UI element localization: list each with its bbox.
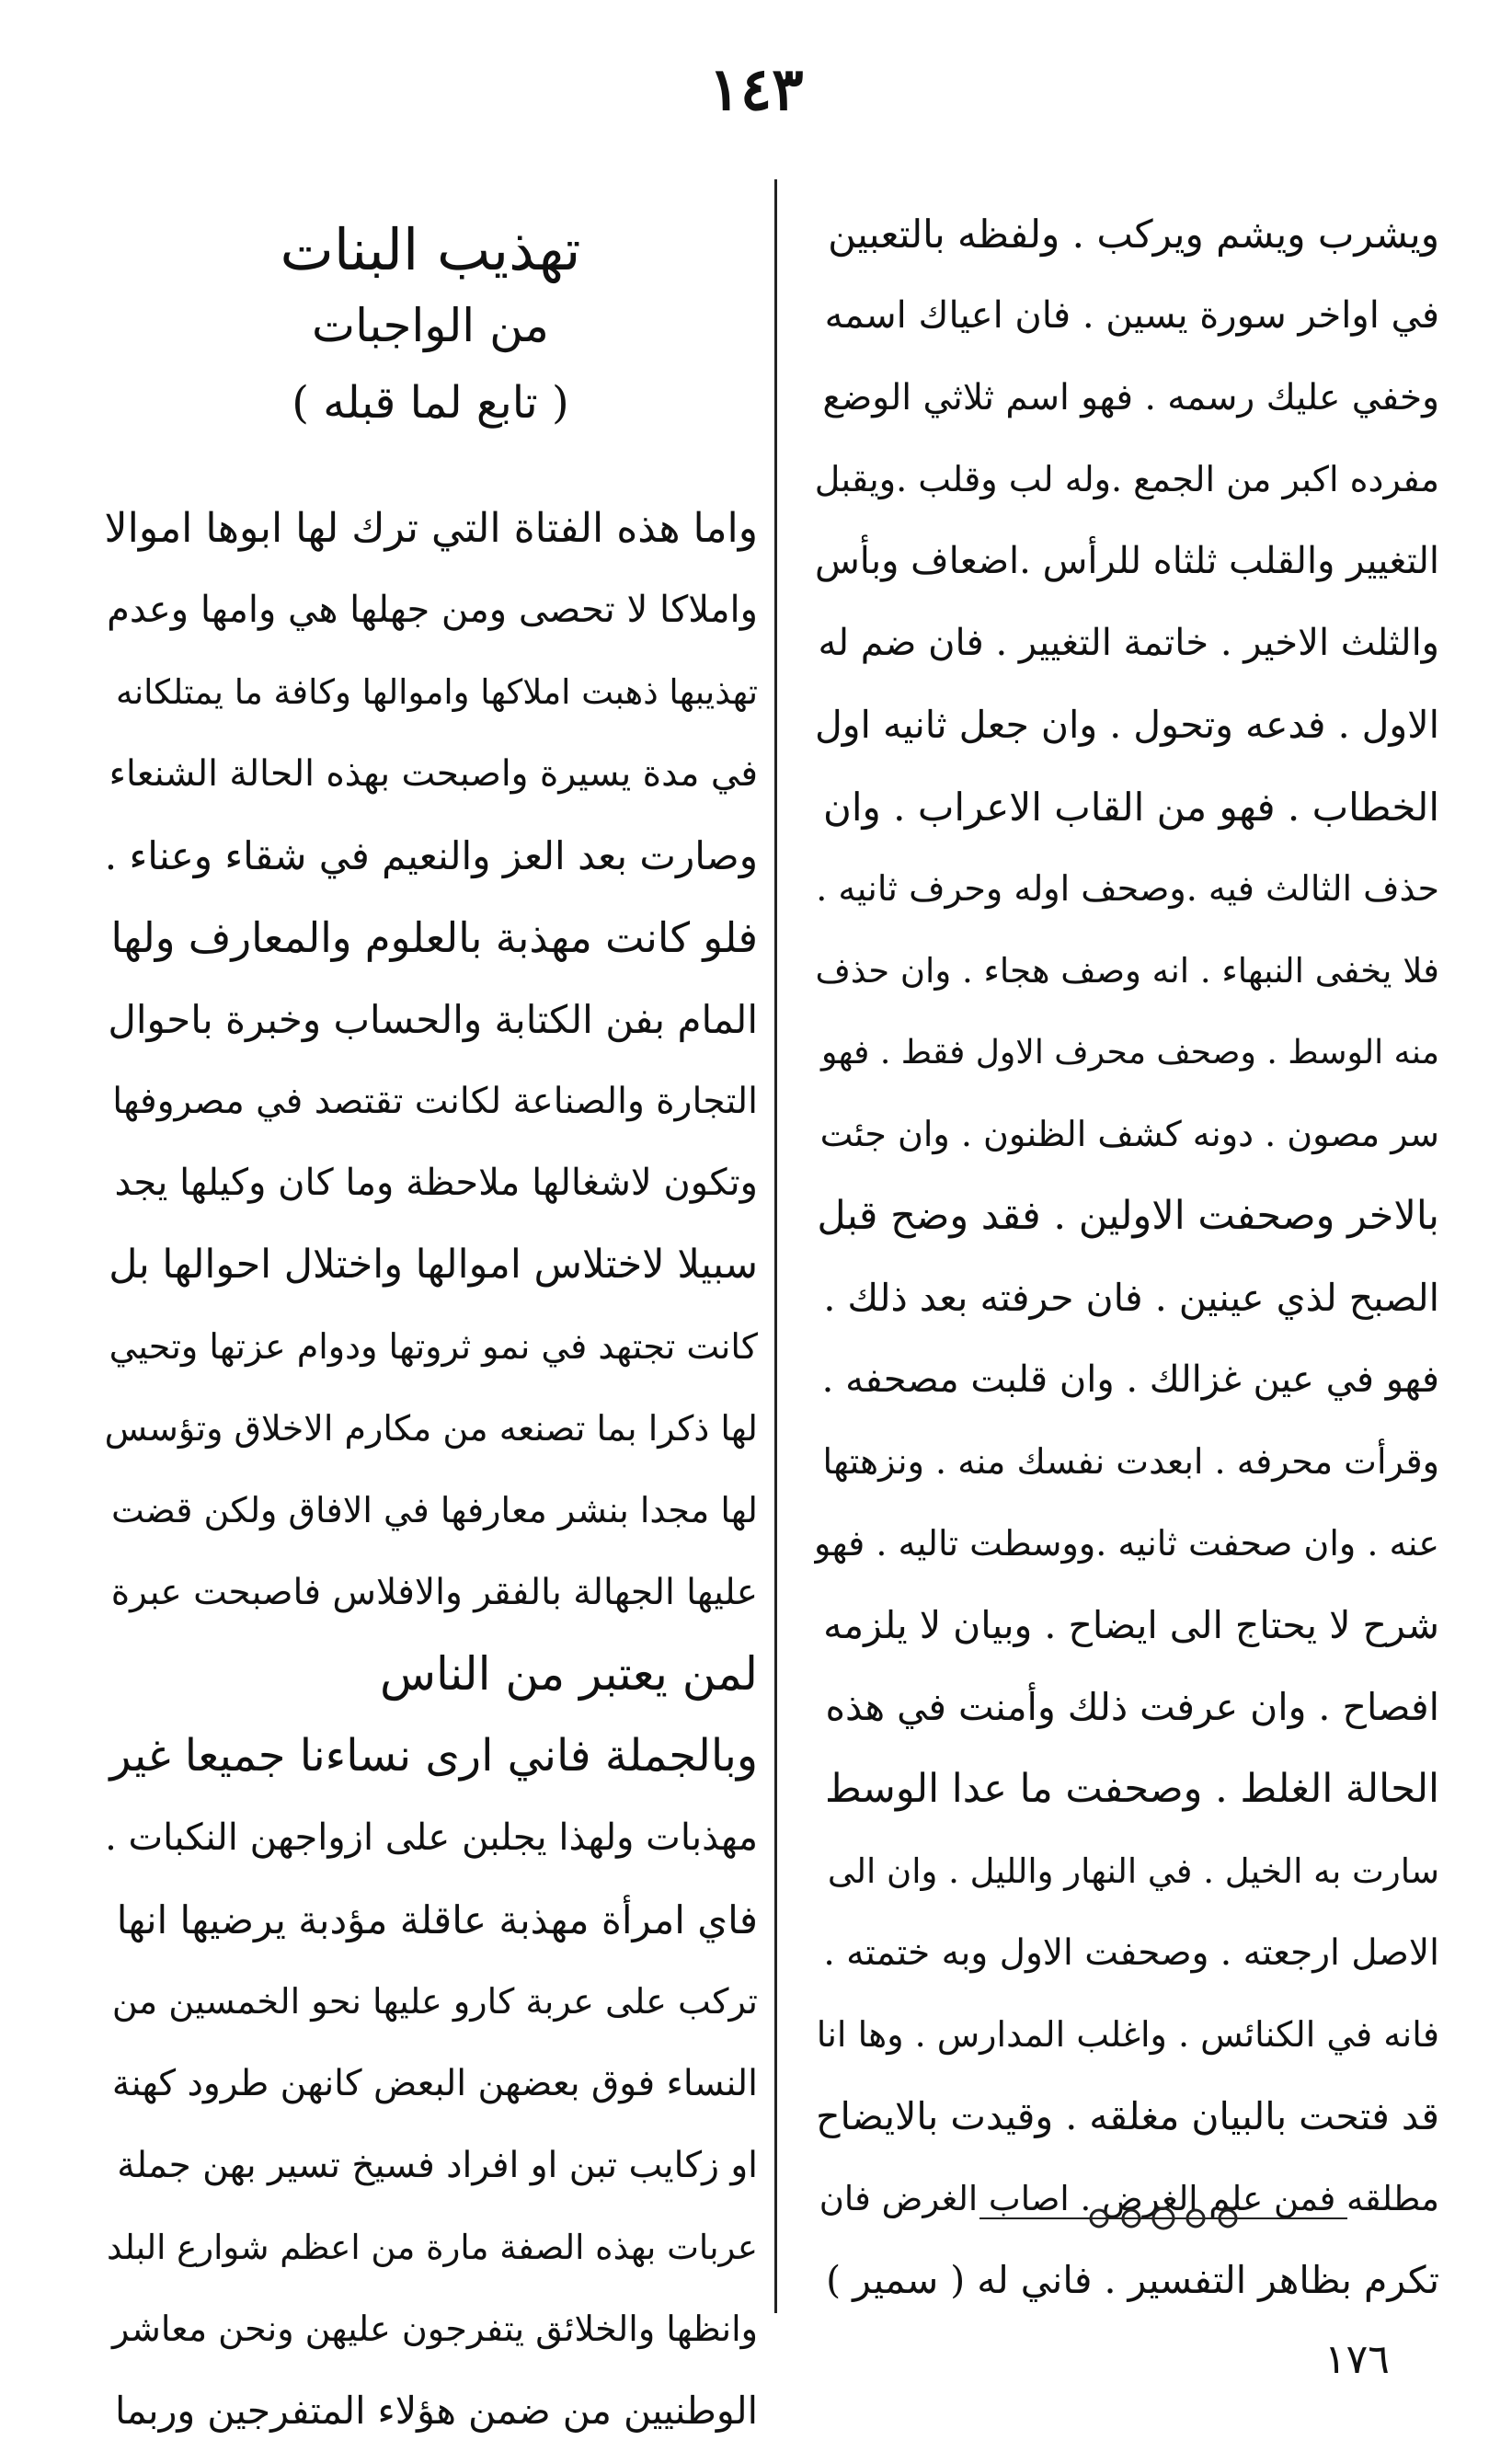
text-line: مطلقه فمن علم الغرض . اصاب الغرض فان	[819, 2179, 1439, 2218]
text-line: وصارت بعد العز والنعيم في شقاء وعناء .	[104, 833, 758, 878]
text-line: سبيلا لاختلاس اموالها واختلال احوالها بل	[109, 1242, 758, 1288]
text-line: فلو كانت مهذبة بالعلوم والمعارف ولها	[110, 913, 758, 962]
text-line: المام بفن الكتابة والحساب وخبرة باحوال	[108, 997, 758, 1042]
text-line: عليها الجهالة بالفقر والافلاس فاصبحت عبرة	[110, 1572, 758, 1613]
text-line: قد فتحت بالبيان مغلقه . وقيدت بالايضاح	[816, 2094, 1439, 2138]
text-line: ويشرب ويشم ويركب . ولفظه بالتعبين	[828, 212, 1439, 257]
text-line: وانظها والخلائق يتفرجون عليهن ونحن معاشر	[112, 2309, 758, 2349]
text-line: تركب على عربة كارو عليها نحو الخمسين من	[111, 1981, 758, 2022]
column-divider	[774, 179, 777, 2313]
text-line: فلا يخفى النبهاء . انه وصف هجاء . وان حذف	[815, 951, 1439, 991]
article-note: ( تابع لما قبله )	[292, 377, 569, 429]
text-line: في مدة يسيرة واصبحت بهذه الحالة الشنعاء	[109, 753, 758, 795]
text-line: فاي امرأة مهذبة عاقلة مؤدبة يرضيها انها	[116, 1897, 758, 1942]
text-line: الصبح لذي عينين . فان حرفته بعد ذلك .	[823, 1276, 1439, 1320]
text-line: التجارة والصناعة لكانت تقتصد في مصروفها	[112, 1081, 758, 1122]
text-line: شرح لا يحتاج الى ايضاح . وبيان لا يلزمه	[823, 1603, 1439, 1647]
text-line: فهو في عين غزالك . وان قلبت مصحفه .	[821, 1358, 1439, 1401]
article-subtitle: من الواجبات	[312, 299, 549, 352]
text-line: والثلث الاخير . خاتمة التغيير . فان ضم له	[818, 622, 1439, 664]
text-line: تكرم بظاهر التفسير . فاني له ( سمير )	[826, 2258, 1439, 2302]
text-line: وتكون لاشغالها ملاحظة وما كان وكيلها يجد	[114, 1162, 758, 1204]
text-line: تهذيبها ذهبت املاكها واموالها وكافة ما يمتلكانه	[115, 672, 758, 712]
text-line: مهذبات ولهذا يجلبن على ازواجهن النكبات .	[105, 1816, 758, 1859]
text-line: حذف الثالث فيه .وصحف اوله وحرف ثانيه .	[816, 868, 1439, 909]
text-line: وقرأت محرفه . ابعدت نفسك منه . ونزهتها	[822, 1441, 1439, 1482]
text-line: النساء فوق بعضهن البعض كانهن طرود كهنة	[111, 2063, 758, 2104]
text-line: الاول . فدعه وتحول . وان جعل ثانيه اول	[814, 703, 1439, 747]
text-line: بالاخر وصحفت الاولين . فقد وضح قبل	[817, 1193, 1439, 1239]
text-line: لها ذكرا بما تصنعه من مكارم الاخلاق وتؤسس	[104, 1408, 758, 1449]
text-line: لها مجدا بنشر معارفها في الافاق ولكن قضت	[111, 1490, 758, 1530]
page-number-bottom: ١٧٦	[1324, 2336, 1390, 2383]
text-line: واما هذه الفتاة التي ترك لها ابوها اموالا	[104, 505, 758, 552]
text-line: او زكايب تبن او افراد فسيخ تسير بهن جملة	[117, 2145, 758, 2186]
text-line: التغيير والقلب ثلثاه للرأس .اضعاف وبأس	[814, 540, 1439, 582]
page-number-top: ١٤٣	[708, 55, 804, 124]
text-line: واملاكا لا تحصى ومن جهلها هي وامها وعدم	[107, 589, 758, 631]
right-column	[814, 193, 1439, 2321]
text-line: الخطاب . فهو من القاب الاعراب . وان	[822, 785, 1439, 830]
text-line: منه الوسط . وصحف محرف الاول فقط . فهو	[820, 1034, 1439, 1071]
text-line: وخفي عليك رسمه . فهو اسم ثلاثي الوضع	[822, 377, 1439, 418]
text-line: سر مصون . دونه كشف الظنون . وان جئت	[819, 1114, 1439, 1154]
text-line: مفرده اكبر من الجمع .وله لب وقلب .ويقبل	[814, 459, 1439, 499]
text-line: الحالة الغلط . وصحفت ما عدا الوسط	[824, 1766, 1439, 1812]
text-line: سارت به الخيل . في النهار والليل . وان الى	[827, 1851, 1439, 1891]
text-line: عنه . وان صحفت ثانيه .ووسطت تاليه . فهو	[814, 1523, 1439, 1564]
text-line: وبالجملة فاني ارى نساءنا جميعا غير	[109, 1730, 758, 1782]
text-line: الاصل ارجعته . وصحفت الاول وبه ختمته .	[823, 1932, 1439, 1974]
text-line: الوطنيين من ضمن هؤلاء المتفرجين وربما	[114, 2389, 758, 2433]
left-column	[103, 487, 758, 2452]
text-line: لمن يعتبر من الناس	[379, 1647, 758, 1701]
article-title: تهذيب البنات	[280, 216, 581, 283]
text-line: افصاح . وان عرفت ذلك وأمنت في هذه	[825, 1685, 1439, 1729]
ornament-divider	[979, 2200, 1347, 2237]
text-line: عربات بهذه الصفة مارة من اعظم شوارع البلد	[107, 2228, 758, 2267]
text-line: كانت تجتهد في نمو ثروتها ودوام عزتها وتحيي	[109, 1326, 758, 1367]
text-line: في اواخر سورة يسين . فان اعياك اسمه	[824, 294, 1439, 337]
text-line: فانه في الكنائس . واغلب المدارس . وها انا	[816, 2014, 1439, 2055]
